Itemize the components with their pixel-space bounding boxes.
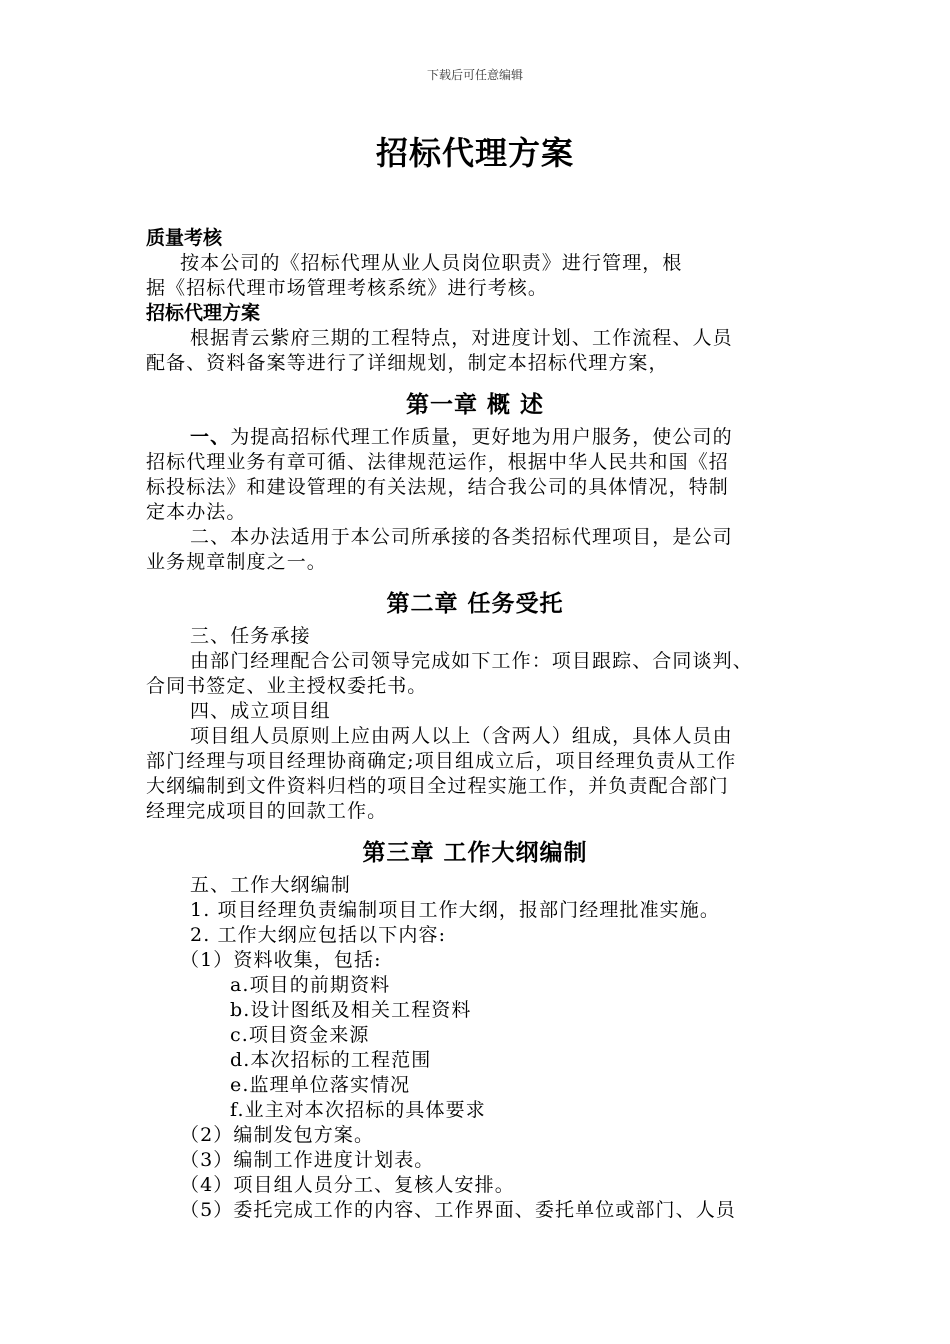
sub-list-item: c.项目资金来源 (230, 1024, 370, 1046)
paragraph-line (190, 425, 733, 449)
paragraph-line: 合同书签定、业主授权委托书。 (146, 675, 428, 697)
paragraph-line: 项目组人员原则上应由两人以上（含两人）组成，具体人员由 (190, 725, 733, 747)
paragraph-line: 部门经理与项目经理协商确定;项目组成立后，项目经理负责从工作 (146, 750, 737, 772)
list-item: （1）资料收集，包括: (180, 949, 382, 971)
sub-list-item: e.监理单位落实情况 (230, 1074, 411, 1096)
paragraph-line: 根据青云紫府三期的工程特点，对进度计划、工作流程、人员 (190, 327, 733, 349)
paragraph-line: 二、本办法适用于本公司所承接的各类招标代理项目，是公司 (190, 526, 733, 548)
clause-text: 为提高招标代理工作质量，更好地为用户服务，使公司的 (230, 426, 733, 448)
paragraph-line: 定本办法。 (146, 501, 247, 523)
clause-number: 一、 (190, 426, 231, 448)
list-item: 2. 工作大纲应包括以下内容: (190, 924, 447, 946)
subsection-heading: 三、任务承接 (190, 625, 311, 647)
chapter-title-3: 第三章 工作大纲编制 (362, 839, 588, 866)
paragraph-line: 经理完成项目的回款工作。 (146, 800, 388, 822)
paragraph-line: 据《招标代理市场管理考核系统》进行考核。 (146, 277, 549, 299)
document-title: 招标代理方案 (375, 134, 574, 172)
sub-list-item: d.本次招标的工程范围 (230, 1049, 432, 1071)
sub-list-item: a.项目的前期资料 (230, 974, 391, 996)
sub-list-item: b.设计图纸及相关工程资料 (230, 999, 472, 1021)
paragraph-line: 标投标法》和建设管理的有关法规，结合我公司的具体情况，特制 (146, 476, 729, 498)
paragraph-line: 业务规章制度之一。 (146, 551, 327, 573)
section-heading-quality: 质量考核 (146, 227, 223, 249)
list-item: （5）委托完成工作的内容、工作界面、委托单位或部门、人员 (180, 1199, 736, 1221)
list-item: （3）编制工作进度计划表。 (180, 1149, 435, 1171)
chapter-title-1: 第一章 概 述 (405, 391, 544, 418)
sub-list-item: f.业主对本次招标的具体要求 (230, 1099, 486, 1121)
paragraph-line: 配备、资料备案等进行了详细规划，制定本招标代理方案， (146, 352, 669, 374)
subsection-heading: 四、成立项目组 (190, 700, 331, 722)
subsection-heading: 五、工作大纲编制 (190, 874, 351, 896)
list-item: （2）编制发包方案。 (180, 1124, 375, 1146)
paragraph-line: 按本公司的《招标代理从业人员岗位职责》进行管理，根 (180, 252, 683, 274)
paragraph-line: 由部门经理配合公司领导完成如下工作：项目跟踪、合同谈判、 (190, 650, 753, 672)
paragraph-line: 招标代理业务有章可循、法律规范运作，根据中华人民共和国《招 (146, 451, 729, 473)
list-item: （4）项目组人员分工、复核人安排。 (180, 1174, 515, 1196)
list-item: 1. 项目经理负责编制项目工作大纲，报部门经理批准实施。 (190, 899, 720, 921)
section-heading-plan: 招标代理方案 (146, 302, 261, 324)
header-note: 下载后可任意编辑 (426, 68, 523, 82)
paragraph-line: 大纲编制到文件资料归档的项目全过程实施工作，并负责配合部门 (146, 775, 729, 797)
chapter-title-2: 第二章 任务受托 (386, 590, 564, 617)
